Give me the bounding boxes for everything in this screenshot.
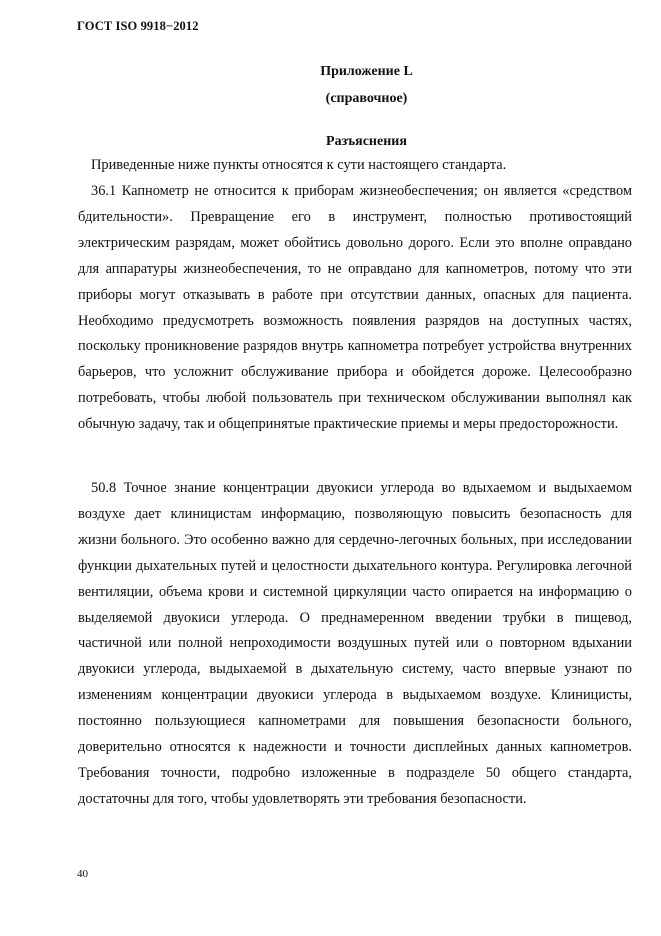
section-title: Разъяснения <box>326 134 407 149</box>
annex-title: Приложение L <box>320 64 413 79</box>
paragraph-50-8: 50.8 Точное знание концентрации двуокиси углерода во вдыхаемом и выдыхаемом воздухе дает клиницистам информацию, позволяющую повысить безопасность для жизни больного. Это особенно важно для сердечно-легочных больных, при исследовании функции дыхательных путей и целостности дыхательного контура. Регулировка легочной вентиляции, объема крови и системной циркуляции часто опирается на информацию о выделяемой двуокиси углерода. О преднамеренном введении трубки в пищевод, частичной или полной непроходимости воздушных путей или о повторном вдыхании двуокиси углерода, выдыхаемой в дыхательную систему, часто впервые узнают по изменениям концентрации двуокиси углерода в выдыхаемом воздухе. Клиницисты, постоянно пользующиеся капнометрами для повышения безопасности больного, доверительно относятся к надежности и точности дисплейных данных капнометров. Требования точности, подробно изложенные в подразделе 50 общего стандарта, достаточны для того, чтобы удовлетворять эти требования безопасности. <box>78 480 632 807</box>
annex-subtitle: (справочное) <box>325 91 408 106</box>
document-header: ГОСТ ISO 9918−2012 <box>77 19 199 33</box>
intro-paragraph: Приведенные ниже пункты относятся к сути настоящего стандарта. <box>91 157 507 173</box>
page-number: 40 <box>77 868 88 880</box>
paragraph-36-1: 36.1 Капнометр не относится к приборам жизнеобеспечения; он является «средством бдительности». Превращение его в инструмент, полностью противостоящий электрическим разрядам, может обойтись довольно дорого. Если это вполне оправдано для аппаратуры жизнеобеспечения, то не оправдано для капнометров, потому что эти приборы могут отказывать в работе при отсутствии данных, опасных для пациента. Необходимо предусмотреть возможность появления разрядов на доступных частях, поскольку проникновение разрядов внутрь капнометра потребует устройства внутренних барьеров, что усложнит обслуживание прибора и обойдется дороже. Целесообразно потребовать, чтобы любой пользователь при техническом обслуживании выполнял как обычную задачу, так и общепринятые практические приемы и меры предосторожности. <box>78 183 632 433</box>
